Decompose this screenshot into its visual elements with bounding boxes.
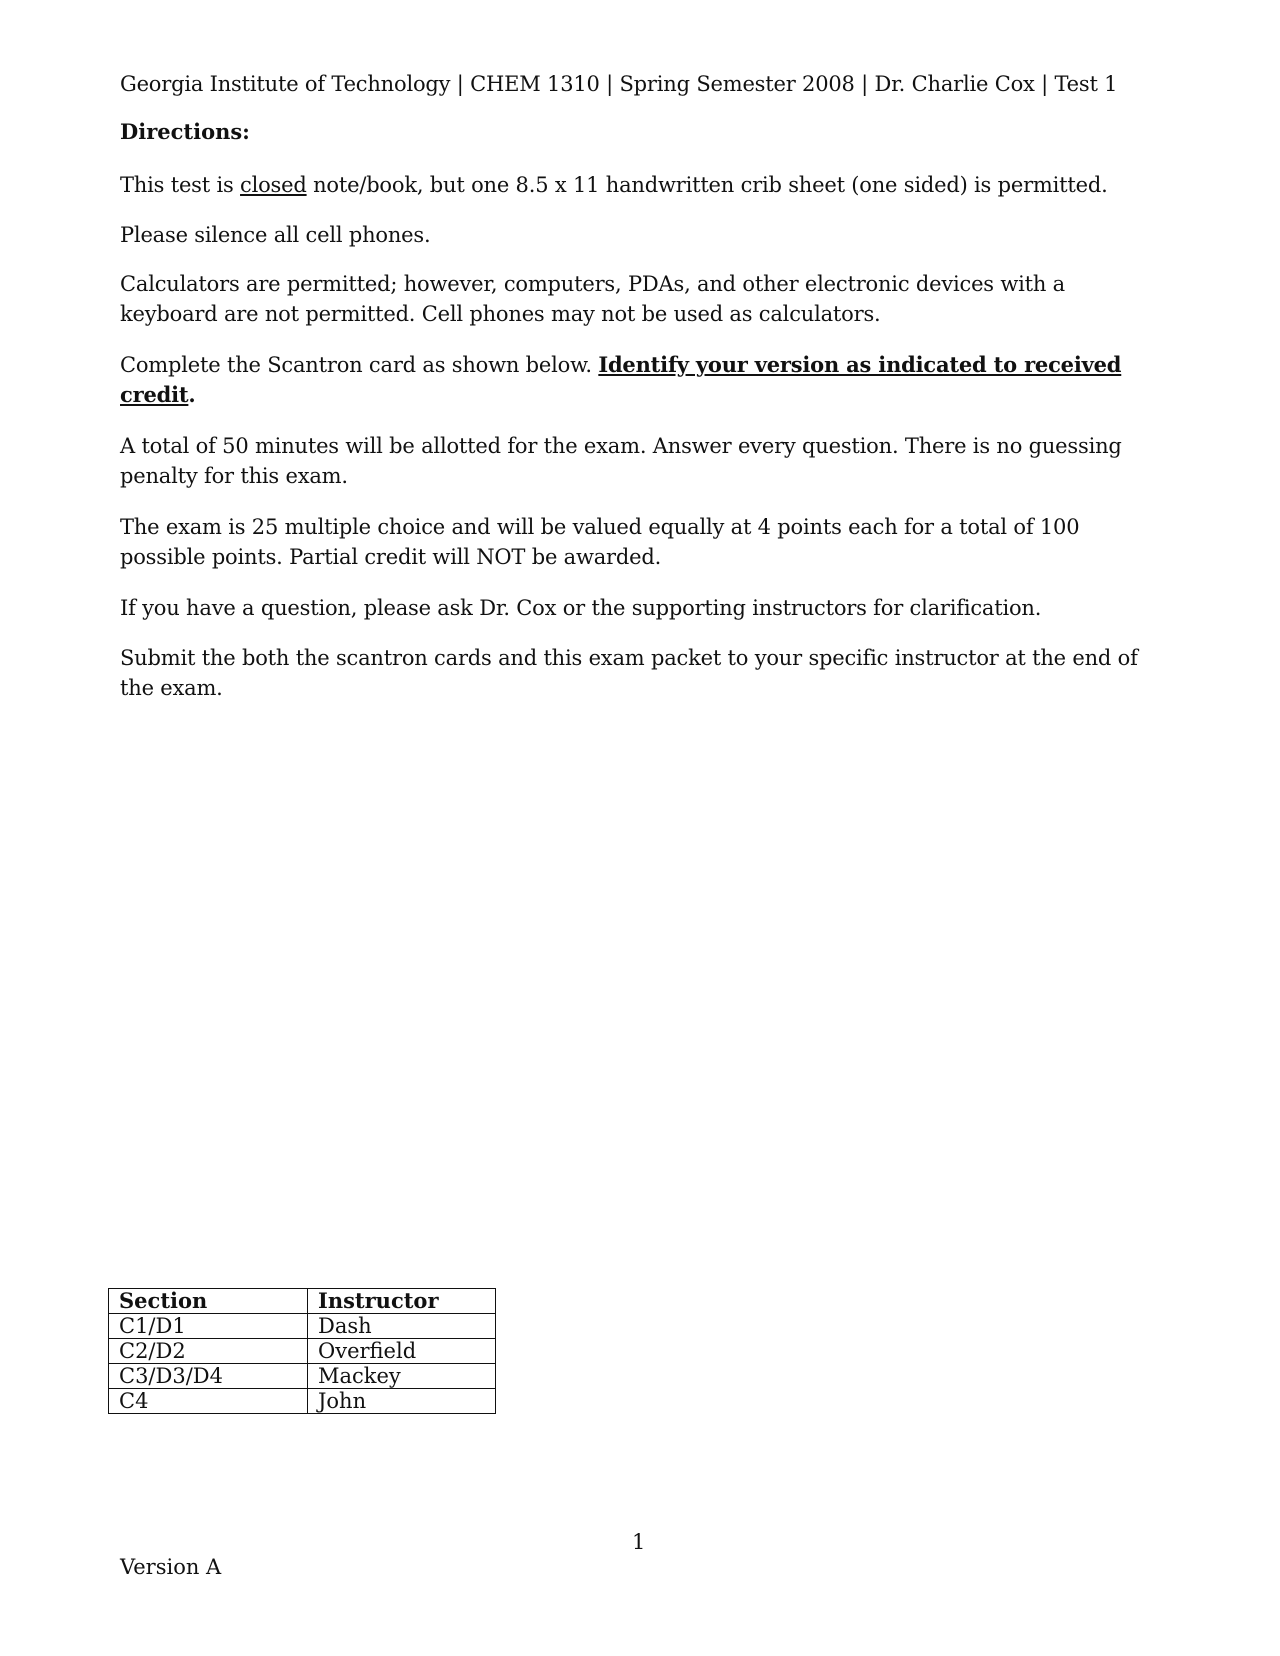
p1-underlined-word: closed — [240, 173, 307, 197]
p1-text-after: note/book, but one 8.5 x 11 handwritten crib sheet (one sided) is permitted. — [306, 173, 1108, 197]
table-cell-section: C3/D3/D4 — [109, 1364, 308, 1389]
section-instructor-table — [108, 1288, 496, 1414]
table-row — [109, 1389, 496, 1414]
directions-paragraph-scoring: The exam is 25 multiple choice and will be valued equally at 4 points each for a total of 100 possible points. Partial credit will NOT be awarded. — [120, 515, 1080, 569]
table-cell-instructor: Mackey — [308, 1364, 496, 1389]
table-row — [109, 1364, 496, 1389]
table-row — [109, 1314, 496, 1339]
table-cell-section: C2/D2 — [109, 1339, 308, 1364]
directions-paragraph-time: A total of 50 minutes will be allotted for the exam. Answer every question. There is no guessing penalty for this exam. — [120, 434, 1122, 488]
directions-paragraph-questions: If you have a question, please ask Dr. Cox or the supporting instructors for clarification. — [120, 596, 1042, 620]
table-header-instructor: Instructor — [308, 1289, 496, 1314]
table-cell-instructor: John — [308, 1389, 496, 1414]
version-label: Version A — [120, 1555, 222, 1579]
table-header-section: Section — [109, 1289, 308, 1314]
p1-text-before: This test is — [120, 173, 241, 197]
table-cell-instructor: Overfield — [308, 1339, 496, 1364]
p4-emphasis: Identify your version as indicated to received credit — [120, 352, 1122, 407]
table-row — [109, 1339, 496, 1364]
directions-title: Directions: — [120, 119, 250, 144]
table-cell-section: C1/D1 — [109, 1314, 308, 1339]
table-header-row — [109, 1289, 496, 1314]
directions-paragraph-scantron — [120, 350, 1140, 410]
document-header: Georgia Institute of Technology | CHEM 1310 | Spring Semester 2008 | Dr. Charlie Cox | Test 1 — [120, 72, 1118, 96]
p4-text-before: Complete the Scantron card as shown below. — [120, 353, 599, 377]
directions-paragraph-phones: Please silence all cell phones. — [120, 223, 431, 247]
p4-text-after: . — [188, 382, 196, 407]
table-cell-instructor: Dash — [308, 1314, 496, 1339]
table-cell-section: C4 — [109, 1389, 308, 1414]
directions-paragraph-calculators: Calculators are permitted; however, computers, PDAs, and other electronic devices with a keyboard are not permitted. Cell phones may not be used as calculators. — [120, 272, 1066, 326]
page-number: 1 — [632, 1530, 646, 1554]
directions-paragraph-closed-book — [120, 170, 1140, 200]
directions-paragraph-submit: Submit the both the scantron cards and this exam packet to your specific instructor at the end of the exam. — [120, 646, 1138, 700]
